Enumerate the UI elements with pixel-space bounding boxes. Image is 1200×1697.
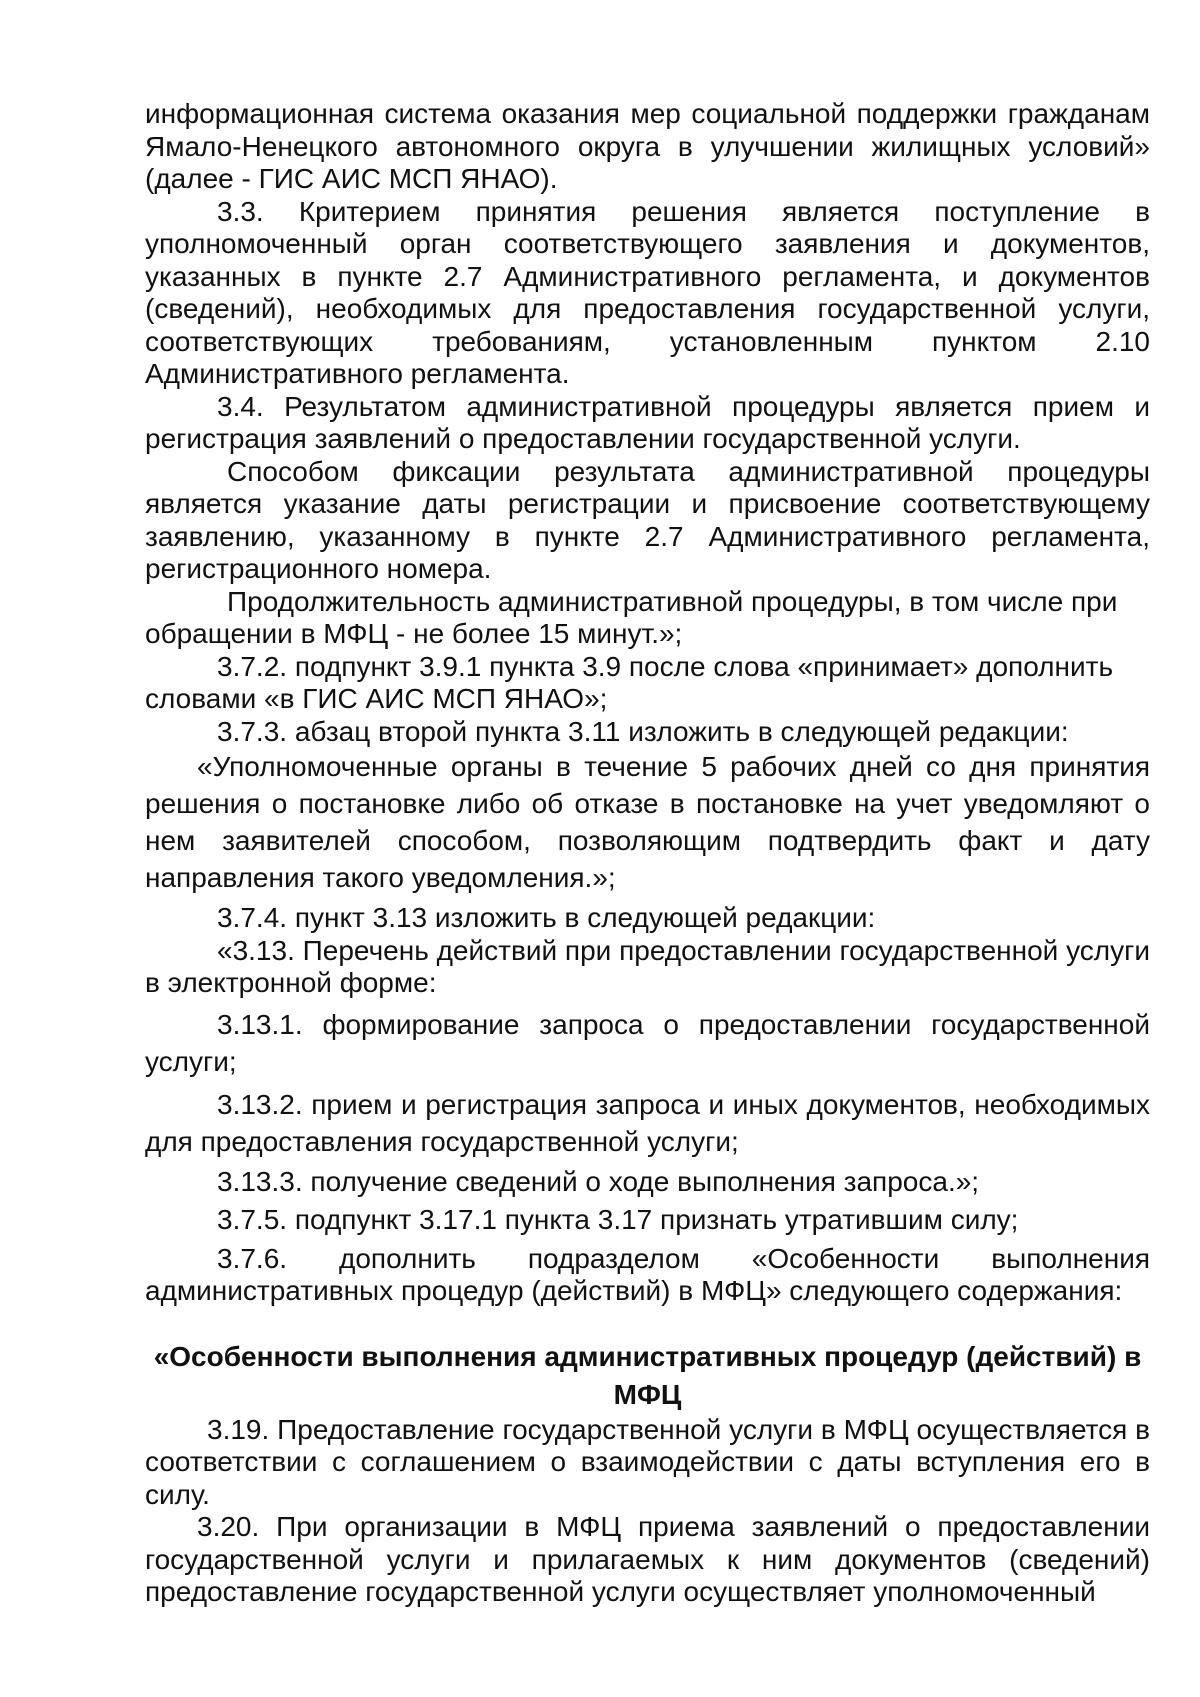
paragraph-gis-definition: информационная система оказания мер социальной поддержки гражданам Ямало-Ненецкого автономного округа в улучшении жилищных условий» (далее - ГИС АИС МСП ЯНАО).	[145, 98, 1150, 194]
paragraph-3-20: 3.20. При организации в МФЦ приема заявлений о предоставлении государственной услуги и прилагаемых к ним документов (сведений) предоставление государственной услуги осуществляет уполномоченный	[145, 1511, 1150, 1607]
paragraph-3-4: 3.4. Результатом административной процедуры является прием и регистрация заявлений о предоставлении государственной услуги.	[145, 390, 1150, 454]
paragraph-duration: Продолжительность административной процедуры, в том числе при обращении в МФЦ - не более 15 минут.»;	[145, 585, 1118, 649]
paragraph-3-7-6: 3.7.6. дополнить подразделом «Особенности выполнения административных процедур (действий) в МФЦ» следующего содержания:	[145, 1242, 1150, 1306]
paragraph-3-19: 3.19. Предоставление государственной услуги в МФЦ осуществляется в соответствии с соглашением о взаимодействии с даты вступления его в силу.	[145, 1413, 1150, 1510]
paragraph-notification-quote: «Уполномоченные органы в течение 5 рабочих дней со дня принятия решения о постановке либо об отказе в постановке на учет уведомляют о нем заявителей способом, позволяющим подтвердить факт и дату направления такого уведомления.»;	[145, 751, 1150, 893]
paragraph-3-7-2: 3.7.2. подпункт 3.9.1 пункта 3.9 после слова «принимает» дополнить словами «в ГИС АИС МСП ЯНАО»;	[145, 650, 1114, 714]
paragraph-3-7-3: 3.7.3. абзац второй пункта 3.11 изложить в следующей редакции:	[217, 715, 1069, 747]
paragraph-3-13-3: 3.13.3. получение сведений о ходе выполнения запроса.»;	[217, 1165, 980, 1197]
section-heading: «Особенности выполнения административных процедур (действий) в МФЦ	[153, 1340, 1142, 1410]
paragraph-fixation-method: Способом фиксации результата административной процедуры является указание даты регистрации и присвоение соответствующему заявлению, указанному в пункте 2.7 Административного регламента, регистрационного номера.	[145, 455, 1150, 584]
paragraph-3-3: 3.3. Критерием принятия решения является поступление в уполномоченный орган соответствующего заявления и документов, указанных в пункте 2.7 Административного регламента, и документов (сведений), необходимых для предоставления государственной услуги, соответствующих требованиям, установленным пунктом 2.10 Административного регламента.	[145, 195, 1150, 389]
paragraph-3-13: «3.13. Перечень действий при предоставлении государственной услуги в электронной форме:	[145, 934, 1150, 998]
document-page	[145, 98, 1150, 1609]
paragraph-3-13-2: 3.13.2. прием и регистрация запроса и иных документов, необходимых для предоставления государственной услуги;	[145, 1088, 1150, 1157]
paragraph-3-13-1: 3.13.1. формирование запроса о предоставлении государственной услуги;	[145, 1008, 1150, 1077]
paragraph-3-7-5: 3.7.5. подпункт 3.17.1 пункта 3.17 признать утратившим силу;	[217, 1204, 1019, 1235]
paragraph-3-7-4: 3.7.4. пункт 3.13 изложить в следующей редакции:	[217, 902, 876, 933]
